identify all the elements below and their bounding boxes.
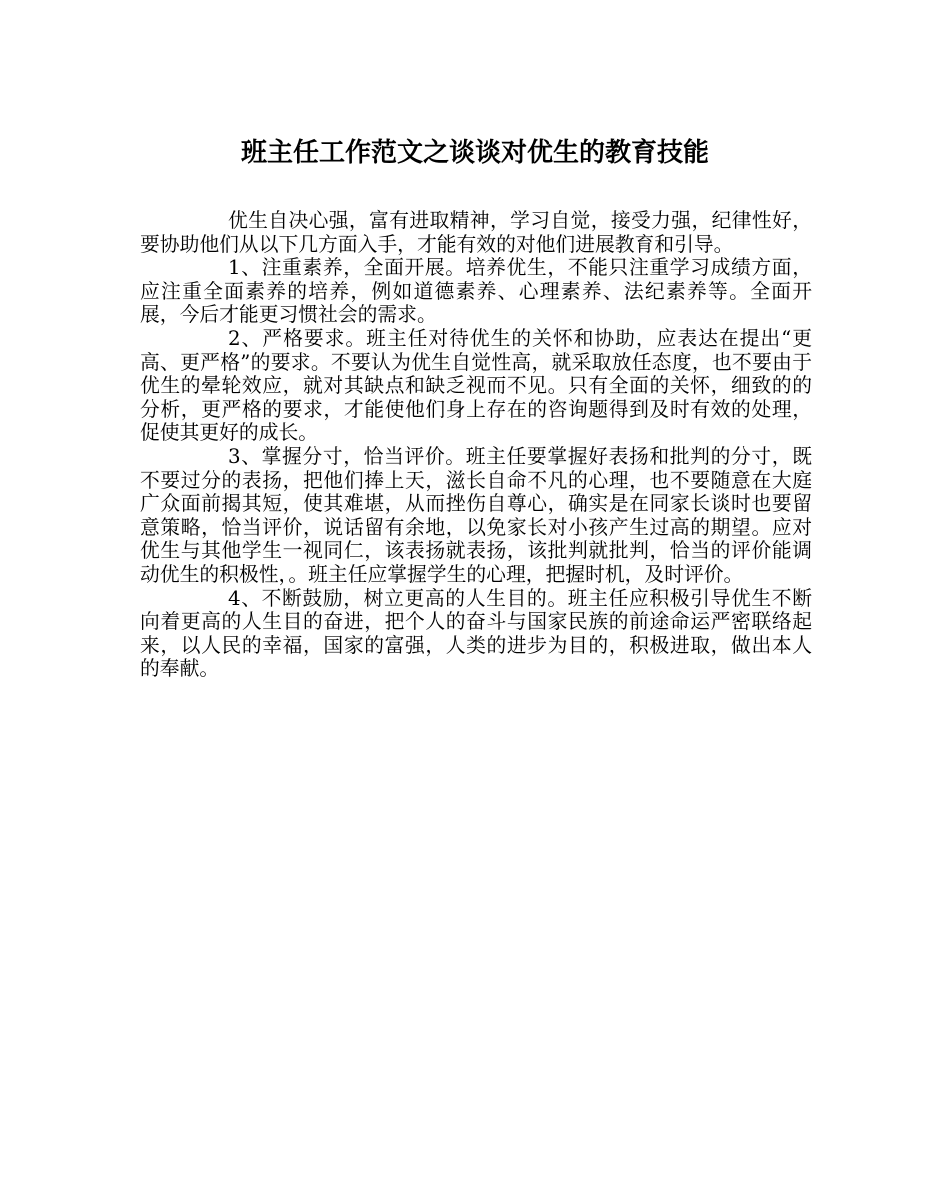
paragraph-point-4: 4、不断鼓励，树立更高的人生目的。班主任应积极引导优生不断向着更高的人生目的奋进，把个人的奋斗与国家民族的前途命运严密联络起来，以人民的幸福，国家的富强，人类的进步为目的，积极进取，做出本人的奉献。 — [140, 586, 812, 681]
paragraph-intro: 优生自决心强，富有进取精神，学习自觉，接受力强，纪律性好，要协助他们从以下几方面入手，才能有效的对他们进展教育和引导。 — [140, 209, 812, 256]
paragraph-point-2: 2、严格要求。班主任对待优生的关怀和协助，应表达在提出“更高、更严格”的要求。不要认为优生自觉性高，就采取放任态度，也不要由于优生的晕轮效应，就对其缺点和缺乏视而不见。只有全面的关怀，细致的的分析，更严格的要求，才能使他们身上存在的咨询题得到及时有效的处理，促使其更好的成长。 — [140, 326, 812, 445]
paragraph-point-3: 3、掌握分寸，恰当评价。班主任要掌握好表扬和批判的分寸，既不要过分的表扬，把他们捧上天，滋长自命不凡的心理，也不要随意在大庭广众面前揭其短，使其难堪，从而挫伤自尊心，确实是在同家长谈时也要留意策略，恰当评价，说话留有余地，以免家长对小孩产生过高的期望。应对优生与其他学生一视同仁，该表扬就表扬，该批判就批判，恰当的评价能调动优生的积极性，。班主任应掌握学生的心理，把握时机，及时评价。 — [140, 444, 812, 586]
document-title: 班主任工作范文之谈谈对优生的教育技能 — [240, 138, 709, 168]
document-body — [140, 209, 812, 681]
paragraph-point-1: 1、注重素养，全面开展。培养优生，不能只注重学习成绩方面，应注重全面素养的培养，例如道德素养、心理素养、法纪素养等。全面开展，今后才能更习惯社会的需求。 — [140, 256, 812, 327]
